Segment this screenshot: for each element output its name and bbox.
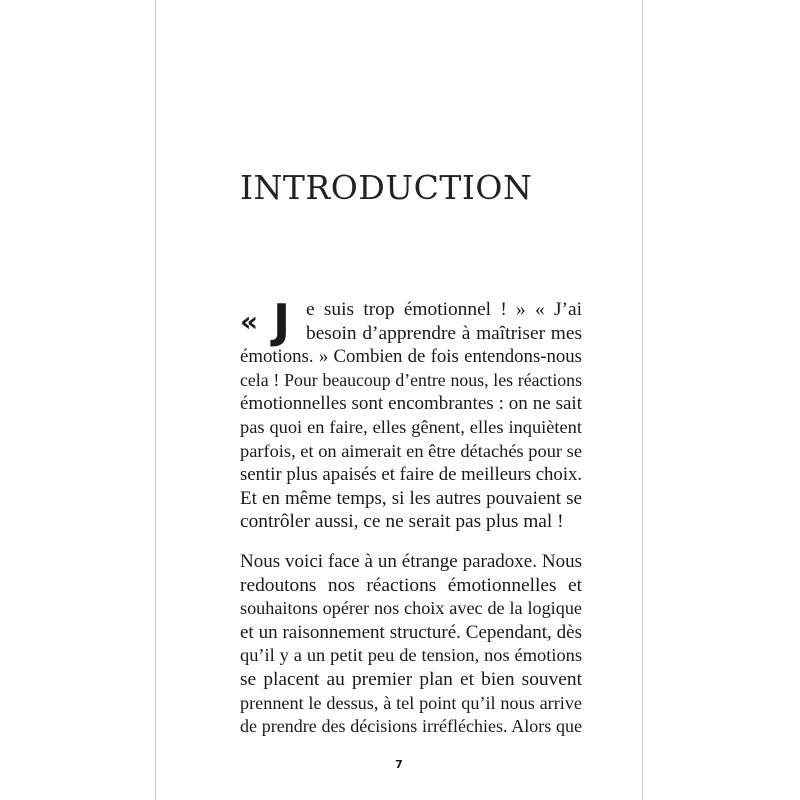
text-line: sentir plus apaisés et faire de meilleurs choix. (240, 464, 583, 486)
text-line: Nous voici face à un étrange paradoxe. Nous (240, 551, 582, 572)
text-line: prennent le dessus, à tel point qu’il nous arrive (240, 692, 582, 713)
text-line: se placent au premier plan et bien souvent (240, 668, 582, 690)
dropcap-lines (306, 298, 582, 345)
text-line: Et en même temps, si les autres pouvaient se (240, 487, 582, 509)
paragraph-1 (240, 294, 583, 534)
dropcap-row (240, 294, 582, 348)
text-line: redoutons nos réactions émotionnelles et (240, 574, 582, 596)
drop-cap-letter: J (273, 294, 291, 348)
text-line: de prendre des décisions irréfléchies. Alors que (240, 716, 582, 737)
page-number: 7 (395, 758, 403, 771)
text-line: e suis trop émotionnel ! » « J’ai (306, 299, 582, 320)
text-line: émotions. » Combien de fois entendons-nous (240, 346, 582, 368)
book-page (155, 0, 643, 800)
text-line: parfois, et on aimerait en être détachés pour se (240, 440, 582, 461)
text-line: et un raisonnement structuré. Cependant, dès (240, 621, 582, 643)
drop-cap-guillemet: « (240, 305, 259, 338)
text-line: contrôler aussi, ce ne serait pas plus mal ! (240, 511, 564, 533)
text-line: pas quoi en faire, elles gênent, elles inquiètent (240, 416, 582, 437)
text-line: qu’il y a un petit peu de tension, nos émotions (240, 645, 582, 666)
text-line: souhaitons opérer nos choix avec de la logique (240, 598, 582, 619)
text-line: émotionnelles sont encombrantes : on ne sait (240, 393, 582, 415)
text-line: cela ! Pour beaucoup d’entre nous, les réactions (240, 369, 582, 390)
text-line: besoin d’apprendre à maîtriser mes (306, 322, 582, 344)
paragraph-2 (240, 550, 582, 739)
drop-cap (240, 294, 304, 348)
chapter-title: INTRODUCTION (240, 168, 533, 207)
